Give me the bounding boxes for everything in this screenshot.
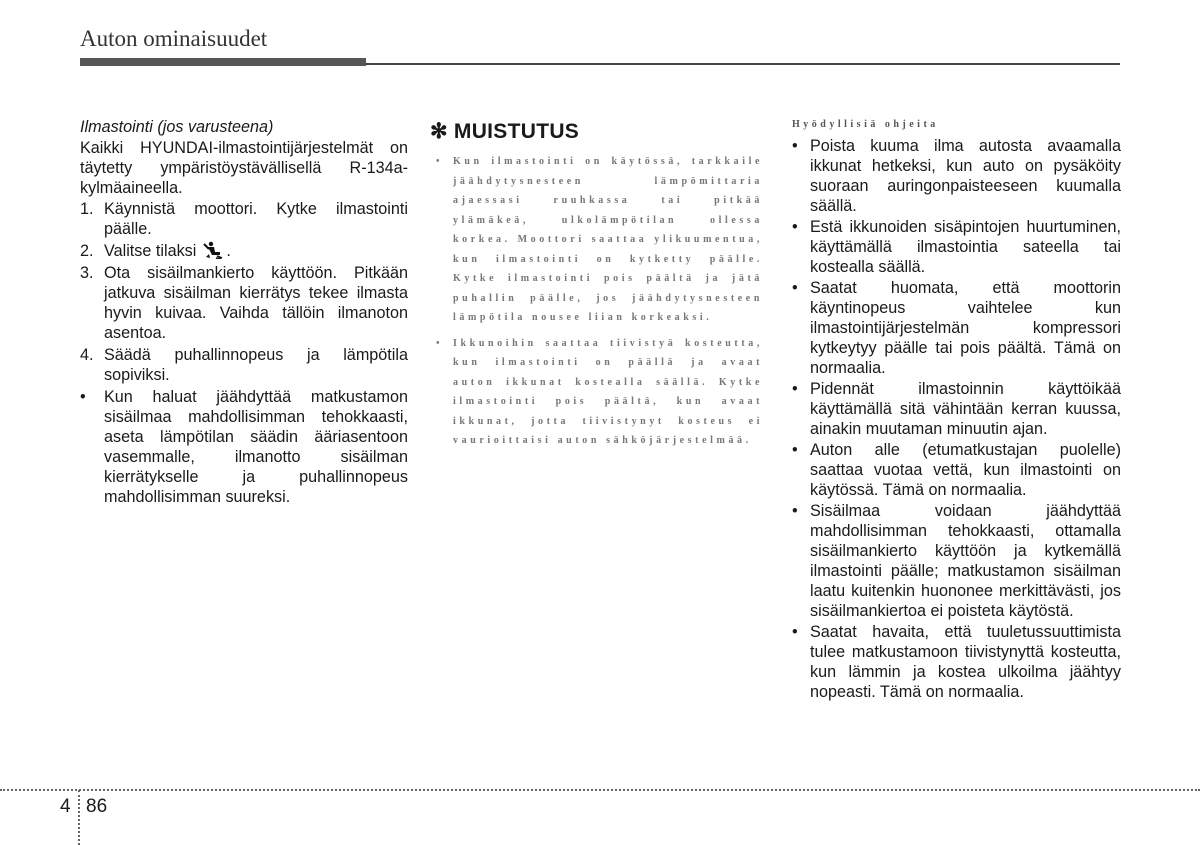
- step-text: Valitse tilaksi: [104, 242, 197, 260]
- list-item: [790, 379, 1121, 439]
- column-note: [430, 117, 763, 457]
- step-suffix: .: [226, 242, 231, 260]
- list-item: [790, 136, 1121, 216]
- bullet: •: [792, 441, 798, 459]
- header-rule: [366, 63, 1120, 65]
- list-item: [790, 501, 1121, 621]
- bullet: •: [792, 623, 798, 641]
- tip-text: Pidennät ilmastoinnin käyttöikää käyttämällä sitä vähintään kerran kuussa, ainakin muutaman minuutin ajan.: [810, 380, 1121, 438]
- bullet: •: [436, 156, 440, 167]
- steps-list: [80, 199, 408, 385]
- page-number: 86: [86, 796, 108, 817]
- bullet: •: [436, 337, 440, 349]
- step-number: 3.: [80, 264, 94, 282]
- bullet: •: [792, 218, 798, 236]
- page-header-title: Auton ominaisuudet: [80, 26, 268, 51]
- bullet: •: [792, 137, 798, 155]
- tips-heading: Hyödyllisiä ohjeita: [792, 119, 939, 130]
- step-number: 2.: [80, 242, 94, 260]
- asterisk-icon: ✻: [430, 120, 448, 143]
- column-tips: [790, 117, 1121, 703]
- note-text: Ikkunoihin saattaa tiivistyä kosteutta, kun ilmastointi on päällä ja avaat auton ikkunat kostealla säällä. Kytke ilmastointi pois päältä, kun avaat ikkunat, jotta tiivistynyt kosteus ei vaurioittaisi auton sähköjärjestelmää.: [453, 337, 763, 446]
- bullet: •: [792, 502, 798, 520]
- note-list: [430, 152, 763, 451]
- bullet: •: [792, 279, 798, 297]
- footer-divider: [78, 790, 80, 845]
- list-item: [790, 278, 1121, 378]
- floor-vent-mode-icon: [202, 241, 224, 259]
- note-title: [430, 119, 763, 144]
- column-air-conditioning: [80, 117, 408, 509]
- tip-text: Saatat havaita, että tuuletussuuttimista tulee matkustamoon tiivistynyttä kosteutta, kun lämmin ja kostea ulkoilma jäähtyy nopeasti. Tämä on normaalia.: [810, 623, 1121, 701]
- step-text: Käynnistä moottori. Kytke ilmastointi päälle.: [104, 200, 408, 238]
- list-item: [790, 440, 1121, 500]
- tip-list: [80, 387, 408, 507]
- bullet: •: [80, 388, 86, 406]
- list-item: [430, 152, 763, 328]
- bullet-text: Kun haluat jäähdyttää matkustamon sisäilmaa mahdollisimman tehokkaasti, aseta lämpötilan säädin ääriasentoon vasemmalle, ilmanotto sisäilman kierrätykselle ja puhallinnopeus mahdollisimman suureksi.: [104, 388, 408, 506]
- tip-text: Auton alle (etumatkustajan puolelle) saattaa vuotaa vettä, kun ilmastointi on käytössä. Tämä on normaalia.: [810, 441, 1121, 499]
- step-text: Ota sisäilmankierto käyttöön. Pitkään jatkuva sisäilman kierrätys tekee ilmasta hyvin kuivaa. Vaihda tällöin ilmanoton asentoa.: [104, 264, 408, 342]
- list-item: [80, 199, 408, 239]
- tip-text: Estä ikkunoiden sisäpintojen huurtuminen, käyttämällä ilmastointia sateella tai kostealla säällä.: [810, 218, 1121, 276]
- tip-text: Saatat huomata, että moottorin käyntinopeus vaihtelee kun ilmastointijärjestelmän kompressori kytkeytyy päälle tai pois päältä. Tämä on normaalia.: [810, 279, 1121, 377]
- list-item: [80, 387, 408, 507]
- intro-paragraph: Kaikki HYUNDAI-ilmastointijärjestelmät on täytetty ympäristöystävällisellä R-134a-kylmäaineella.: [80, 139, 408, 197]
- section-subtitle: Ilmastointi (jos varusteena): [80, 118, 274, 136]
- footer-rule: [0, 789, 1200, 791]
- bullet: •: [792, 380, 798, 398]
- list-item: [80, 263, 408, 343]
- tip-text: Poista kuuma ilma autosta avaamalla ikkunat hetkeksi, kun auto on pysäköity suoraan auringonpaisteeseen kuumalla säällä.: [810, 137, 1121, 215]
- step-text: Säädä puhallinnopeus ja lämpötila sopiviksi.: [104, 346, 408, 384]
- list-item: [430, 334, 763, 451]
- note-text: Kun ilmastointi on käytössä, tarkkaile jäähdytysnesteen lämpömittaria ajaessasi ruuhkassa tai pitkää ylämäkeä, ulkolämpötilan ollessa korkea. Moottori saattaa ylikuumentua, kun ilmastointi on kytketty päälle. Kytke ilmastointi pois päältä ja jätä puhallin päälle, jos jäähdytysnesteen lämpötila nousee liian korkeaksi.: [453, 156, 763, 323]
- tip-text: Sisäilmaa voidaan jäähdyttää mahdollisimman tehokkaasti, ottamalla sisäilmankierto käyttöön ja kytkemällä ilmastointi päälle; matkustamon sisäilman laatu kuitenkin huononee merkittävästi, jos sisäilmankiertoa ei poisteta käytöstä.: [810, 502, 1121, 620]
- chapter-number: 4: [60, 796, 71, 817]
- note-title-text: MUISTUTUS: [453, 120, 580, 143]
- header-bar-accent: [80, 58, 366, 66]
- list-item: [790, 217, 1121, 277]
- list-item: [790, 622, 1121, 702]
- step-number: 1.: [80, 200, 94, 218]
- list-item: [80, 241, 408, 261]
- list-item: [80, 345, 408, 385]
- step-number: 4.: [80, 346, 94, 364]
- tips-list: [790, 136, 1121, 702]
